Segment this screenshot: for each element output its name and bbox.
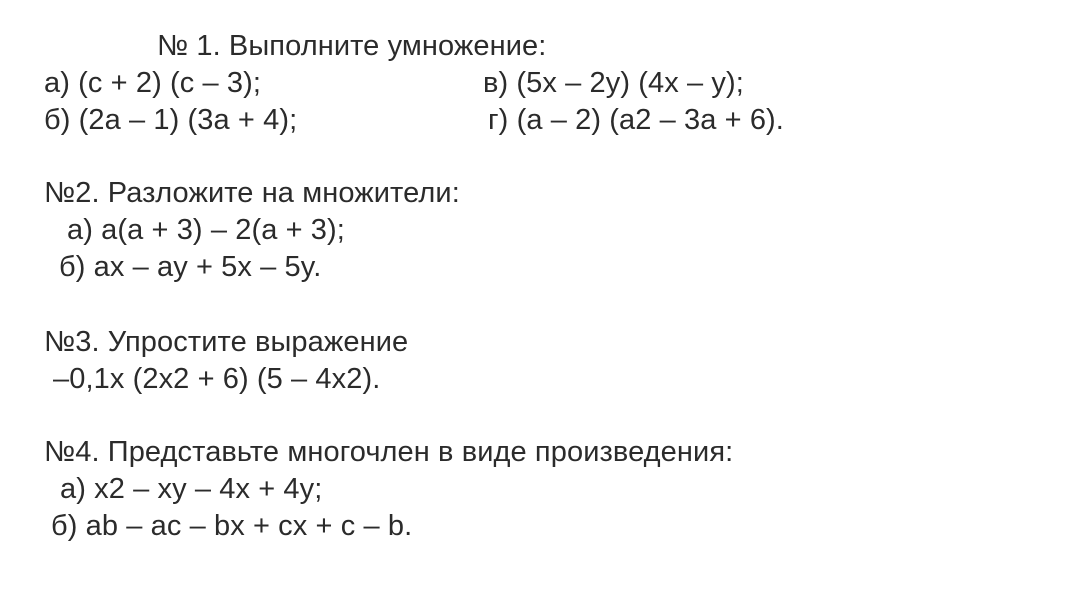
task4-title: №4. Представьте многочлен в виде произведения:	[44, 436, 734, 468]
task2-title: №2. Разложите на множители:	[44, 177, 460, 209]
task4-item-b: б) ab – ac – bx + cx + c – b.	[51, 510, 413, 542]
task1-title: № 1. Выполните умножение:	[157, 30, 547, 62]
task3-expression: –0,1x (2x2 + 6) (5 – 4x2).	[53, 363, 381, 395]
task1-item-v: в) (5х – 2у) (4х – у);	[483, 67, 744, 99]
task2-item-b: б) ax – ay + 5x – 5y.	[59, 251, 322, 283]
task1-item-b: б) (2а – 1) (3а + 4);	[44, 104, 298, 136]
task2-item-a: а) a(a + 3) – 2(a + 3);	[67, 214, 345, 246]
task3-title: №3. Упростите выражение	[44, 326, 409, 358]
task4-item-a: а) x2 – xy – 4x + 4y;	[60, 473, 323, 505]
task1-item-a: а) (с + 2) (с – 3);	[44, 67, 262, 99]
task1-item-g: г) (а – 2) (а2 – 3а + 6).	[488, 104, 784, 136]
